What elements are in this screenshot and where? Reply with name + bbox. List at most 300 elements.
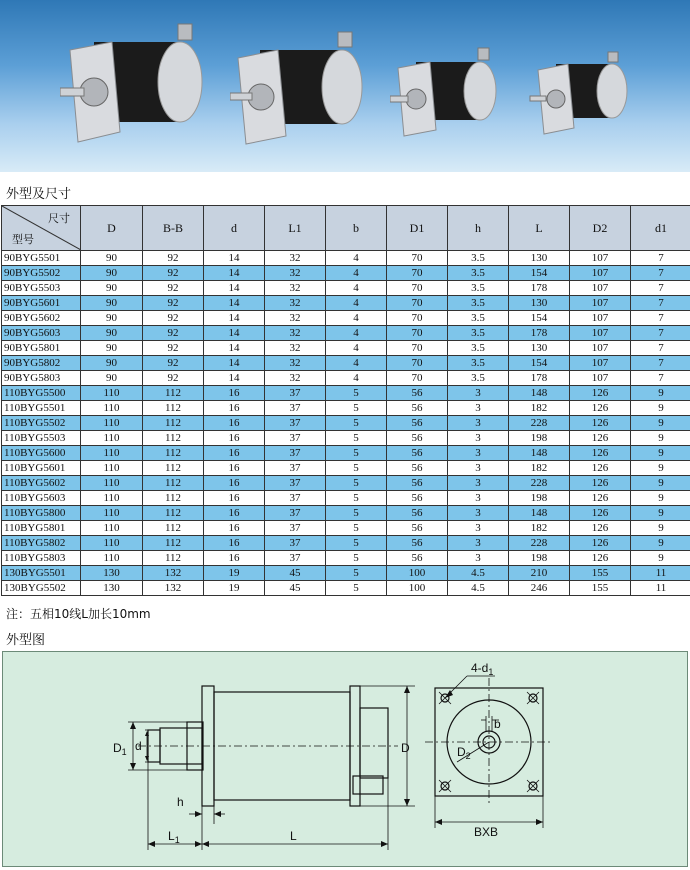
label-b: b	[494, 717, 501, 731]
value-cell: 90	[81, 281, 143, 296]
value-cell: 3.5	[448, 296, 509, 311]
value-cell: 9	[631, 521, 690, 536]
value-cell: 126	[570, 446, 631, 461]
column-header: d1	[631, 206, 690, 251]
value-cell: 112	[143, 416, 204, 431]
value-cell: 107	[570, 311, 631, 326]
value-cell: 110	[81, 521, 143, 536]
value-cell: 37	[265, 401, 326, 416]
section-title-dimensions: 外型及尺寸	[6, 187, 72, 202]
value-cell: 56	[387, 461, 448, 476]
table-row	[2, 416, 690, 431]
footnote: 注：五相10线L加长10mm	[6, 607, 151, 621]
value-cell: 126	[570, 431, 631, 446]
value-cell: 198	[509, 431, 570, 446]
value-cell: 3	[448, 401, 509, 416]
value-cell: 11	[631, 566, 690, 581]
value-cell: 7	[631, 251, 690, 266]
motor-photo-3	[390, 44, 510, 144]
value-cell: 107	[570, 371, 631, 386]
value-cell: 4.5	[448, 581, 509, 596]
value-cell: 130	[81, 566, 143, 581]
value-cell: 32	[265, 251, 326, 266]
value-cell: 70	[387, 371, 448, 386]
value-cell: 148	[509, 506, 570, 521]
value-cell: 110	[81, 506, 143, 521]
value-cell: 110	[81, 476, 143, 491]
value-cell: 107	[570, 341, 631, 356]
value-cell: 4	[326, 371, 387, 386]
value-cell: 56	[387, 446, 448, 461]
value-cell: 178	[509, 371, 570, 386]
model-cell: 90BYG5802	[2, 356, 81, 371]
value-cell: 37	[265, 536, 326, 551]
model-cell: 90BYG5602	[2, 311, 81, 326]
value-cell: 3	[448, 536, 509, 551]
table-row	[2, 251, 690, 266]
model-cell: 130BYG5501	[2, 566, 81, 581]
value-cell: 126	[570, 521, 631, 536]
value-cell: 32	[265, 281, 326, 296]
value-cell: 32	[265, 266, 326, 281]
value-cell: 4	[326, 296, 387, 311]
value-cell: 14	[204, 311, 265, 326]
value-cell: 32	[265, 311, 326, 326]
table-row	[2, 371, 690, 386]
value-cell: 37	[265, 461, 326, 476]
rear-cap	[360, 708, 388, 778]
value-cell: 110	[81, 401, 143, 416]
value-cell: 110	[81, 431, 143, 446]
label-l: L	[290, 829, 297, 843]
value-cell: 154	[509, 266, 570, 281]
value-cell: 11	[631, 581, 690, 596]
value-cell: 5	[326, 446, 387, 461]
table-row	[2, 296, 690, 311]
value-cell: 70	[387, 296, 448, 311]
corner-label-model: 型号	[12, 233, 34, 246]
table-row	[2, 266, 690, 281]
value-cell: 56	[387, 506, 448, 521]
value-cell: 90	[81, 371, 143, 386]
label-d1: $D_1$	[113, 741, 127, 757]
table-row	[2, 401, 690, 416]
value-cell: 110	[81, 551, 143, 566]
value-cell: 16	[204, 491, 265, 506]
value-cell: 5	[326, 581, 387, 596]
table-row	[2, 566, 690, 581]
value-cell: 228	[509, 476, 570, 491]
value-cell: 130	[509, 341, 570, 356]
value-cell: 37	[265, 551, 326, 566]
value-cell: 154	[509, 356, 570, 371]
table-row	[2, 356, 690, 371]
value-cell: 5	[326, 491, 387, 506]
table-row	[2, 431, 690, 446]
value-cell: 9	[631, 386, 690, 401]
value-cell: 14	[204, 371, 265, 386]
value-cell: 56	[387, 476, 448, 491]
value-cell: 9	[631, 431, 690, 446]
value-cell: 4	[326, 356, 387, 371]
value-cell: 112	[143, 476, 204, 491]
value-cell: 37	[265, 386, 326, 401]
value-cell: 110	[81, 416, 143, 431]
value-cell: 4.5	[448, 566, 509, 581]
value-cell: 16	[204, 446, 265, 461]
value-cell: 90	[81, 356, 143, 371]
value-cell: 110	[81, 461, 143, 476]
value-cell: 130	[81, 581, 143, 596]
value-cell: 132	[143, 581, 204, 596]
value-cell: 16	[204, 551, 265, 566]
value-cell: 56	[387, 386, 448, 401]
value-cell: 5	[326, 476, 387, 491]
outline-drawing-panel	[2, 651, 688, 867]
value-cell: 3.5	[448, 326, 509, 341]
value-cell: 110	[81, 536, 143, 551]
value-cell: 110	[81, 446, 143, 461]
value-cell: 7	[631, 281, 690, 296]
section-title-outline: 外型图	[6, 633, 46, 648]
label-h: h	[177, 795, 184, 809]
value-cell: 14	[204, 251, 265, 266]
value-cell: 37	[265, 476, 326, 491]
value-cell: 7	[631, 326, 690, 341]
value-cell: 37	[265, 446, 326, 461]
outline-drawing	[3, 652, 689, 868]
value-cell: 90	[81, 341, 143, 356]
label-l1: $L_1$	[168, 829, 180, 845]
value-cell: 107	[570, 251, 631, 266]
value-cell: 246	[509, 581, 570, 596]
value-cell: 19	[204, 566, 265, 581]
model-cell: 90BYG5603	[2, 326, 81, 341]
value-cell: 126	[570, 401, 631, 416]
value-cell: 9	[631, 536, 690, 551]
table-row	[2, 386, 690, 401]
value-cell: 5	[326, 416, 387, 431]
value-cell: 5	[326, 566, 387, 581]
value-cell: 228	[509, 416, 570, 431]
value-cell: 4	[326, 341, 387, 356]
value-cell: 7	[631, 296, 690, 311]
value-cell: 3.5	[448, 281, 509, 296]
value-cell: 178	[509, 281, 570, 296]
value-cell: 70	[387, 341, 448, 356]
value-cell: 4	[326, 326, 387, 341]
connector	[353, 776, 383, 794]
value-cell: 92	[143, 311, 204, 326]
value-cell: 132	[143, 566, 204, 581]
value-cell: 112	[143, 461, 204, 476]
value-cell: 4	[326, 251, 387, 266]
value-cell: 154	[509, 311, 570, 326]
value-cell: 4	[326, 281, 387, 296]
value-cell: 16	[204, 461, 265, 476]
value-cell: 3.5	[448, 251, 509, 266]
table-row	[2, 536, 690, 551]
value-cell: 56	[387, 401, 448, 416]
value-cell: 3.5	[448, 341, 509, 356]
value-cell: 130	[509, 251, 570, 266]
value-cell: 178	[509, 326, 570, 341]
value-cell: 3	[448, 506, 509, 521]
model-cell: 110BYG5601	[2, 461, 81, 476]
value-cell: 70	[387, 356, 448, 371]
table-header-row	[2, 206, 690, 251]
model-cell: 90BYG5501	[2, 251, 81, 266]
model-cell: 90BYG5801	[2, 341, 81, 356]
header-corner-cell	[2, 206, 81, 251]
value-cell: 90	[81, 311, 143, 326]
value-cell: 3	[448, 461, 509, 476]
value-cell: 9	[631, 506, 690, 521]
value-cell: 126	[570, 416, 631, 431]
table-row	[2, 446, 690, 461]
value-cell: 182	[509, 461, 570, 476]
value-cell: 14	[204, 326, 265, 341]
table-row	[2, 281, 690, 296]
value-cell: 7	[631, 371, 690, 386]
model-cell: 110BYG5503	[2, 431, 81, 446]
value-cell: 198	[509, 491, 570, 506]
value-cell: 7	[631, 311, 690, 326]
column-header: D2	[570, 206, 631, 251]
value-cell: 92	[143, 341, 204, 356]
value-cell: 32	[265, 356, 326, 371]
value-cell: 112	[143, 386, 204, 401]
value-cell: 14	[204, 356, 265, 371]
value-cell: 3.5	[448, 266, 509, 281]
model-cell: 110BYG5801	[2, 521, 81, 536]
label-outer-d: D	[401, 741, 410, 755]
table-row	[2, 491, 690, 506]
value-cell: 112	[143, 491, 204, 506]
value-cell: 3	[448, 431, 509, 446]
value-cell: 4	[326, 266, 387, 281]
value-cell: 70	[387, 281, 448, 296]
value-cell: 32	[265, 371, 326, 386]
value-cell: 16	[204, 431, 265, 446]
value-cell: 14	[204, 281, 265, 296]
model-cell: 90BYG5503	[2, 281, 81, 296]
value-cell: 148	[509, 446, 570, 461]
value-cell: 16	[204, 521, 265, 536]
value-cell: 9	[631, 491, 690, 506]
model-cell: 110BYG5502	[2, 416, 81, 431]
table-row	[2, 341, 690, 356]
value-cell: 3.5	[448, 311, 509, 326]
value-cell: 126	[570, 461, 631, 476]
value-cell: 110	[81, 491, 143, 506]
value-cell: 16	[204, 506, 265, 521]
value-cell: 3	[448, 476, 509, 491]
value-cell: 7	[631, 356, 690, 371]
value-cell: 9	[631, 446, 690, 461]
motor-photo-4	[528, 48, 638, 143]
label-hole-count: $4-d_1$	[471, 661, 494, 677]
table-row	[2, 521, 690, 536]
value-cell: 3	[448, 416, 509, 431]
value-cell: 9	[631, 461, 690, 476]
value-cell: 112	[143, 401, 204, 416]
value-cell: 3	[448, 446, 509, 461]
value-cell: 19	[204, 581, 265, 596]
value-cell: 90	[81, 251, 143, 266]
model-cell: 90BYG5502	[2, 266, 81, 281]
product-photo-banner	[0, 0, 690, 172]
model-cell: 90BYG5601	[2, 296, 81, 311]
column-header: h	[448, 206, 509, 251]
table-row	[2, 581, 690, 596]
value-cell: 37	[265, 521, 326, 536]
value-cell: 126	[570, 506, 631, 521]
model-cell: 110BYG5501	[2, 401, 81, 416]
value-cell: 182	[509, 401, 570, 416]
model-cell: 110BYG5802	[2, 536, 81, 551]
label-shaft-d: d	[135, 739, 142, 753]
value-cell: 148	[509, 386, 570, 401]
value-cell: 110	[81, 386, 143, 401]
value-cell: 16	[204, 476, 265, 491]
value-cell: 70	[387, 266, 448, 281]
value-cell: 90	[81, 326, 143, 341]
motor-photo-2	[230, 28, 380, 153]
value-cell: 112	[143, 521, 204, 536]
value-cell: 56	[387, 551, 448, 566]
table-row	[2, 476, 690, 491]
value-cell: 3.5	[448, 371, 509, 386]
value-cell: 126	[570, 386, 631, 401]
value-cell: 107	[570, 281, 631, 296]
value-cell: 198	[509, 551, 570, 566]
value-cell: 5	[326, 521, 387, 536]
value-cell: 126	[570, 536, 631, 551]
value-cell: 210	[509, 566, 570, 581]
column-header: b	[326, 206, 387, 251]
value-cell: 3	[448, 491, 509, 506]
label-bxb: BXB	[474, 825, 499, 839]
value-cell: 92	[143, 281, 204, 296]
value-cell: 56	[387, 416, 448, 431]
value-cell: 9	[631, 401, 690, 416]
value-cell: 112	[143, 506, 204, 521]
value-cell: 90	[81, 296, 143, 311]
table-row	[2, 326, 690, 341]
value-cell: 112	[143, 446, 204, 461]
value-cell: 32	[265, 341, 326, 356]
model-cell: 110BYG5500	[2, 386, 81, 401]
value-cell: 126	[570, 491, 631, 506]
value-cell: 130	[509, 296, 570, 311]
table-row	[2, 311, 690, 326]
value-cell: 14	[204, 341, 265, 356]
model-cell: 110BYG5600	[2, 446, 81, 461]
value-cell: 14	[204, 296, 265, 311]
value-cell: 155	[570, 566, 631, 581]
model-cell: 130BYG5502	[2, 581, 81, 596]
value-cell: 56	[387, 536, 448, 551]
value-cell: 37	[265, 491, 326, 506]
value-cell: 45	[265, 581, 326, 596]
value-cell: 92	[143, 266, 204, 281]
value-cell: 182	[509, 521, 570, 536]
value-cell: 37	[265, 416, 326, 431]
dimension-table	[1, 205, 690, 596]
table-body	[2, 251, 690, 596]
model-cell: 110BYG5602	[2, 476, 81, 491]
value-cell: 100	[387, 566, 448, 581]
value-cell: 9	[631, 416, 690, 431]
column-header: L	[509, 206, 570, 251]
value-cell: 90	[81, 266, 143, 281]
model-cell: 110BYG5603	[2, 491, 81, 506]
value-cell: 5	[326, 431, 387, 446]
value-cell: 3	[448, 551, 509, 566]
value-cell: 92	[143, 296, 204, 311]
value-cell: 16	[204, 386, 265, 401]
value-cell: 4	[326, 311, 387, 326]
value-cell: 126	[570, 476, 631, 491]
table-row	[2, 461, 690, 476]
value-cell: 9	[631, 551, 690, 566]
value-cell: 112	[143, 551, 204, 566]
column-header: B-B	[143, 206, 204, 251]
value-cell: 16	[204, 536, 265, 551]
value-cell: 56	[387, 491, 448, 506]
value-cell: 70	[387, 311, 448, 326]
column-header: D	[81, 206, 143, 251]
value-cell: 32	[265, 296, 326, 311]
value-cell: 56	[387, 521, 448, 536]
column-header: L1	[265, 206, 326, 251]
value-cell: 3	[448, 386, 509, 401]
value-cell: 5	[326, 506, 387, 521]
corner-label-size: 尺寸	[48, 212, 70, 225]
value-cell: 7	[631, 266, 690, 281]
value-cell: 107	[570, 266, 631, 281]
value-cell: 3.5	[448, 356, 509, 371]
value-cell: 107	[570, 326, 631, 341]
value-cell: 100	[387, 581, 448, 596]
value-cell: 14	[204, 266, 265, 281]
value-cell: 16	[204, 401, 265, 416]
model-cell: 90BYG5803	[2, 371, 81, 386]
value-cell: 92	[143, 251, 204, 266]
value-cell: 45	[265, 566, 326, 581]
value-cell: 107	[570, 356, 631, 371]
value-cell: 5	[326, 536, 387, 551]
value-cell: 3	[448, 521, 509, 536]
column-header: d	[204, 206, 265, 251]
value-cell: 70	[387, 251, 448, 266]
table-row	[2, 551, 690, 566]
value-cell: 5	[326, 386, 387, 401]
value-cell: 92	[143, 371, 204, 386]
value-cell: 5	[326, 551, 387, 566]
value-cell: 126	[570, 551, 631, 566]
table-row	[2, 506, 690, 521]
value-cell: 7	[631, 341, 690, 356]
value-cell: 70	[387, 326, 448, 341]
column-header: D1	[387, 206, 448, 251]
value-cell: 56	[387, 431, 448, 446]
value-cell: 112	[143, 431, 204, 446]
label-d2: $D_2$	[457, 745, 471, 761]
value-cell: 92	[143, 356, 204, 371]
value-cell: 37	[265, 431, 326, 446]
